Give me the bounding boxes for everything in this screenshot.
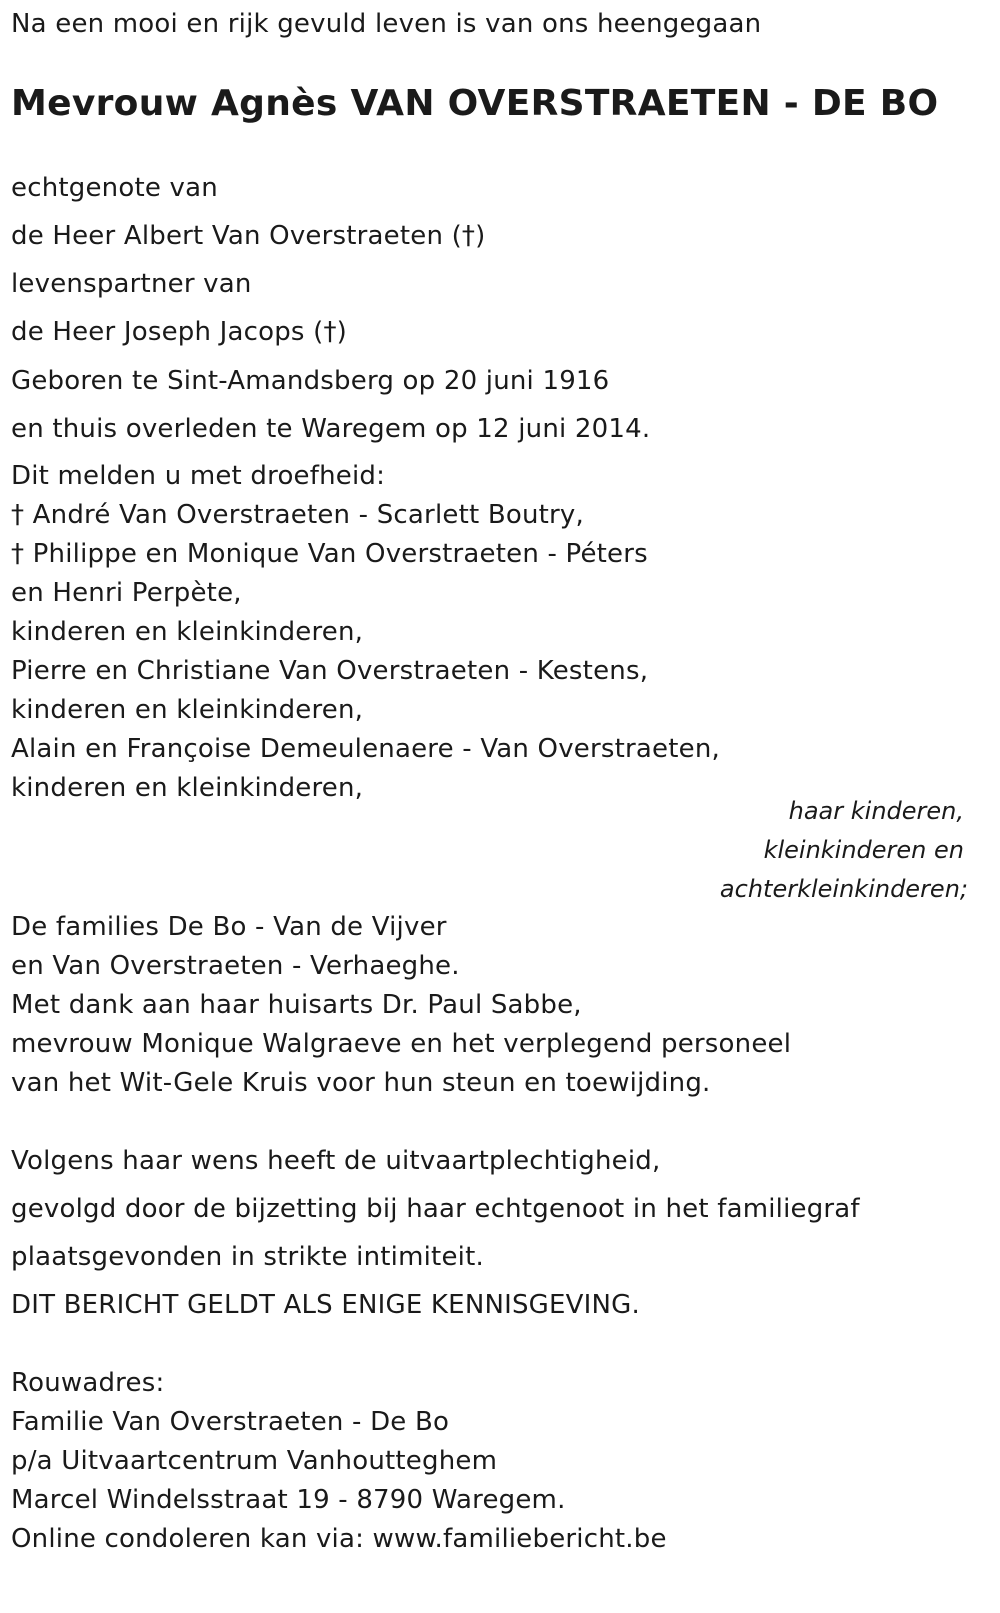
address-line: Marcel Windelsstraat 19 - 8790 Waregem. <box>11 1485 566 1515</box>
relation-line: echtgenote van <box>11 173 218 203</box>
relation-line: de Heer Joseph Jacops (†) <box>11 317 348 347</box>
address-label: Rouwadres: <box>11 1368 165 1398</box>
family-line: kinderen en kleinkinderen, <box>11 617 364 647</box>
birth-line: Geboren te Sint-Amandsberg op 20 juni 1916 <box>11 366 610 396</box>
family-line: Alain en Françoise Demeulenaere - Van Overstraeten, <box>11 734 720 764</box>
family-summary-line: achterkleinkinderen; <box>719 875 968 903</box>
family-line: † André Van Overstraeten - Scarlett Boutry, <box>11 500 584 530</box>
relation-line: levenspartner van <box>11 269 252 299</box>
thanks-line: Met dank aan haar huisarts Dr. Paul Sabbe, <box>11 990 582 1020</box>
families-line: De families De Bo - Van de Vijver <box>11 912 447 942</box>
thanks-line: mevrouw Monique Walgraeve en het verplegend personeel <box>11 1029 792 1059</box>
thanks-line: van het Wit-Gele Kruis voor hun steun en toewijding. <box>11 1068 711 1098</box>
condolence-line: Online condoleren kan via: www.familiebericht.be <box>11 1524 667 1554</box>
death-line: en thuis overleden te Waregem op 12 juni 2014. <box>11 414 651 444</box>
deceased-name: Mevrouw Agnès VAN OVERSTRAETEN - DE BO <box>11 83 939 124</box>
family-summary-line: haar kinderen, <box>788 797 964 825</box>
family-line: Pierre en Christiane Van Overstraeten - Kestens, <box>11 656 649 686</box>
address-line: Familie Van Overstraeten - De Bo <box>11 1407 450 1437</box>
funeral-line: plaatsgevonden in strikte intimiteit. <box>11 1242 484 1272</box>
address-line: p/a Uitvaartcentrum Vanhoutteghem <box>11 1446 498 1476</box>
families-line: en Van Overstraeten - Verhaeghe. <box>11 951 460 981</box>
funeral-line: Volgens haar wens heeft de uitvaartplechtigheid, <box>11 1146 661 1176</box>
intro-text: Na een mooi en rijk gevuld leven is van ons heengegaan <box>11 9 762 39</box>
family-line: † Philippe en Monique Van Overstraeten - Péters <box>11 539 648 569</box>
notice-text: DIT BERICHT GELDT ALS ENIGE KENNISGEVING. <box>11 1290 640 1320</box>
family-line: kinderen en kleinkinderen, <box>11 695 364 725</box>
relation-line: de Heer Albert Van Overstraeten (†) <box>11 221 486 251</box>
funeral-line: gevolgd door de bijzetting bij haar echtgenoot in het familiegraf <box>11 1194 860 1224</box>
family-line: kinderen en kleinkinderen, <box>11 773 364 803</box>
family-summary-line: kleinkinderen en <box>763 836 964 864</box>
announce-intro: Dit melden u met droefheid: <box>11 461 386 491</box>
family-line: en Henri Perpète, <box>11 578 242 608</box>
